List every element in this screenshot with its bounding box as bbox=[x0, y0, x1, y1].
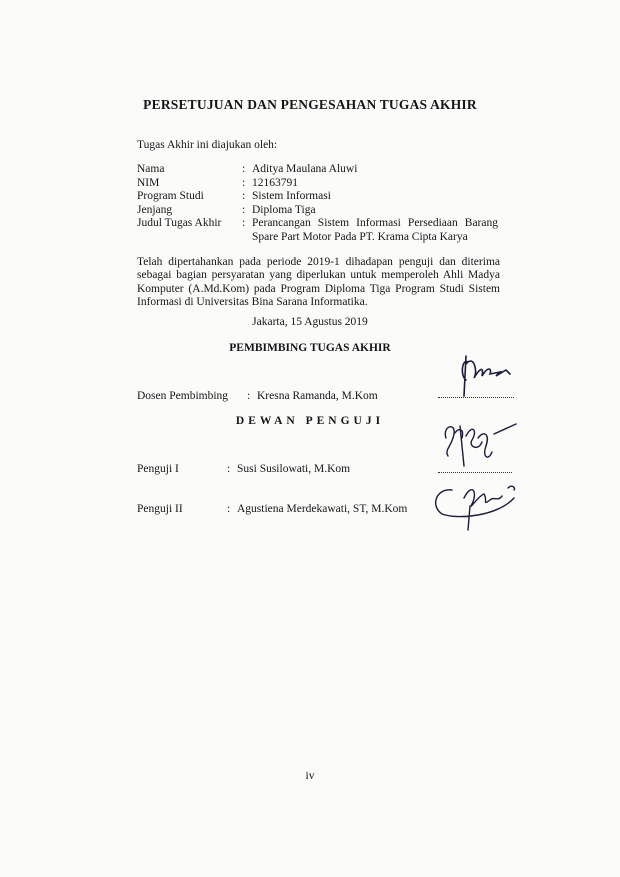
examiner-row-2 bbox=[137, 503, 407, 515]
info-colon: : bbox=[242, 217, 246, 230]
info-label: Judul Tugas Akhir bbox=[137, 217, 222, 230]
supervisor-heading: PEMBIMBING TUGAS AKHIR bbox=[229, 342, 391, 354]
intro-text: Tugas Akhir ini diajukan oleh: bbox=[137, 139, 278, 151]
info-colon: : bbox=[242, 190, 246, 203]
info-label: Nama bbox=[137, 163, 165, 175]
info-colon: : bbox=[242, 176, 246, 189]
examiner-row-1 bbox=[137, 463, 350, 475]
info-colon: : bbox=[242, 203, 246, 216]
student-info bbox=[137, 163, 498, 245]
supervisor-label: Dosen Pembimbing bbox=[137, 390, 229, 402]
info-row-nim bbox=[137, 177, 498, 191]
date-line: Jakarta, 15 Agustus 2019 bbox=[252, 316, 368, 328]
examiner-name: Agustiena Merdekawati, ST, M.Kom bbox=[237, 503, 408, 515]
info-label: Jenjang bbox=[137, 203, 173, 216]
examiner-name: Susi Susilowati, M.Kom bbox=[237, 463, 351, 475]
info-label: NIM bbox=[137, 176, 160, 189]
info-label: Program Studi bbox=[137, 190, 204, 203]
examiners-heading: DEWAN PENGUJI bbox=[235, 415, 385, 427]
supervisor-signature-icon bbox=[448, 350, 538, 400]
supervisor-colon: : bbox=[247, 390, 251, 402]
info-row-level bbox=[137, 204, 498, 218]
examiner-label: Penguji II bbox=[137, 503, 183, 515]
page-number: iv bbox=[305, 770, 315, 782]
info-colon: : bbox=[242, 163, 246, 175]
info-value: Aditya Maulana Aluwi bbox=[252, 163, 358, 175]
info-value: Diploma Tiga bbox=[252, 203, 316, 216]
info-row-thesis-title bbox=[137, 217, 498, 244]
info-row-program bbox=[137, 190, 498, 204]
supervisor-row bbox=[137, 390, 378, 402]
approval-paragraph: Telah dipertahankan pada periode 2019-1 dihadapan penguji dan diterima sebagai bagian persyaratan yang diperlukan untuk memperoleh Ahli Madya Komputer (A.Md.Kom) pada Program Diploma Tiga Program Studi Sistem Informasi di Universitas Bina Sarana Informatika. bbox=[137, 256, 500, 308]
info-value: 12163791 bbox=[252, 176, 298, 189]
supervisor-name: Kresna Ramanda, M.Kom bbox=[257, 390, 378, 402]
page-title: PERSETUJUAN DAN PENGESAHAN TUGAS AKHIR bbox=[143, 97, 477, 112]
examiner-colon: : bbox=[227, 463, 231, 475]
examiner-2-signature-icon bbox=[428, 476, 528, 532]
info-row-name bbox=[137, 163, 498, 177]
examiner-1-signature-icon bbox=[438, 416, 528, 476]
examiner-label: Penguji I bbox=[137, 463, 179, 475]
examiner-colon: : bbox=[227, 503, 231, 515]
info-value: Sistem Informasi bbox=[252, 190, 331, 203]
info-value: Perancangan Sistem Informasi Persediaan Barang Spare Part Motor Pada PT. Krama Cipta Karya bbox=[252, 217, 498, 243]
